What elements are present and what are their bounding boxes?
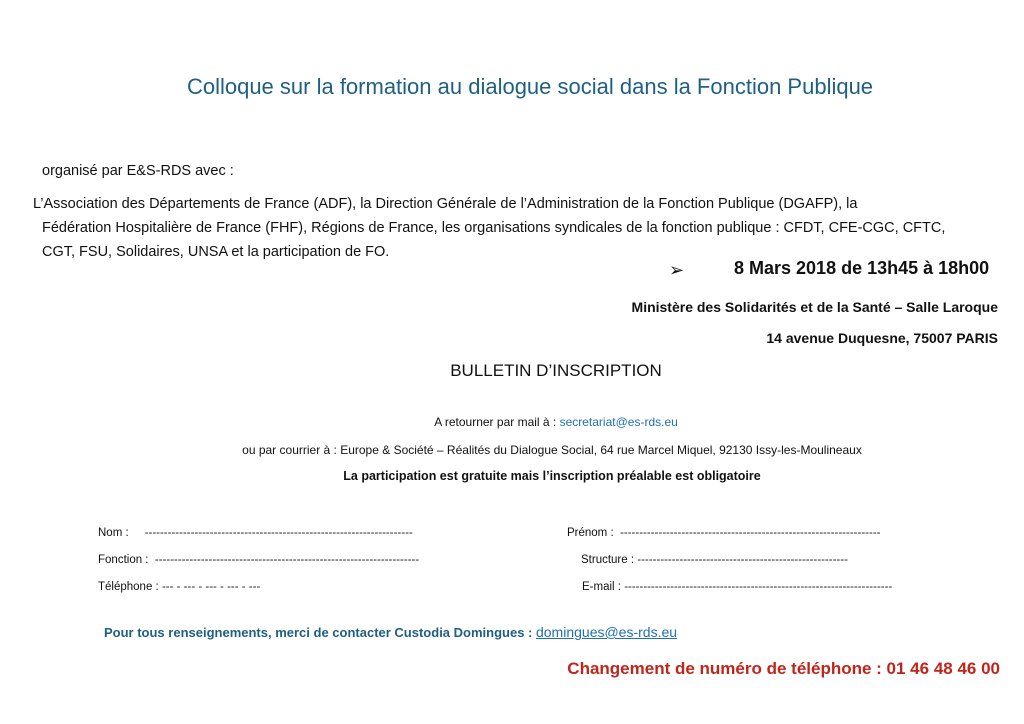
event-date: 8 Mars 2018 de 13h45 à 18h00: [734, 258, 990, 278]
prenom-field[interactable]: [567, 527, 880, 539]
contact-text: Pour tous renseignements, merci de contacter Custodia Domingues :: [104, 625, 536, 640]
return-by-mail-label: A retourner par mail à :: [434, 415, 560, 429]
arrow-bullet-icon: ➢: [669, 260, 685, 280]
secretariat-email-link[interactable]: secretariat@es-rds.eu: [559, 415, 678, 429]
telephone-field[interactable]: [98, 581, 260, 593]
event-address: 14 avenue Duquesne, 75007 PARIS: [766, 330, 998, 346]
page-title: Colloque sur la formation au dialogue social dans la Fonction Publique: [186, 74, 874, 99]
nom-label: Nom :: [98, 527, 129, 539]
bulletin-title: BULLETIN D’INSCRIPTION: [450, 361, 662, 380]
contact-email-link[interactable]: domingues@es-rds.eu: [535, 624, 678, 640]
nom-line: ----------------------------------------------------------------------: [144, 527, 413, 539]
return-by-mail: [0, 415, 1024, 429]
contact-info: [104, 624, 677, 640]
email-line: ----------------------------------------------------------------------: [624, 581, 893, 593]
associations-line-1: L’Association des Départements de France (ADF), la Direction Générale de l’Administration de la Fonction Publique (DGAFP), la: [33, 196, 858, 212]
structure-line: -------------------------------------------------------: [637, 554, 848, 566]
telephone-label: Téléphone :: [98, 581, 159, 593]
organiser-text: organisé par E&S-RDS avec :: [42, 163, 234, 179]
email-field[interactable]: [582, 581, 892, 593]
associations-paragraph: [33, 192, 1023, 264]
prenom-label: Prénom :: [567, 527, 614, 539]
prenom-line: --------------------------------------------------------------------: [620, 527, 881, 539]
fonction-field[interactable]: [98, 554, 419, 566]
fonction-label: Fonction :: [98, 554, 149, 566]
event-venue: Ministère des Solidarités et de la Santé – Salle Laroque: [631, 299, 998, 315]
structure-label: Structure :: [581, 554, 635, 566]
telephone-line: --- - --- - --- - --- - ---: [161, 581, 261, 593]
phone-change-notice: Changement de numéro de téléphone : 01 46 48 46 00: [567, 659, 1000, 678]
associations-line-2: Fédération Hospitalière de France (FHF), Régions de France, les organisations syndicales de la fonction publique : CFDT, CFE-CGC, CFTC,: [42, 220, 946, 236]
free-participation-notice: La participation est gratuite mais l’inscription préalable est obligatoire: [343, 469, 761, 483]
structure-field[interactable]: [581, 554, 848, 566]
return-by-post: ou par courrier à : Europe & Société – Réalités du Dialogue Social, 64 rue Marcel Miquel, 92130 Issy-les-Moulineaux: [242, 443, 862, 457]
fonction-line: ---------------------------------------------------------------------: [154, 554, 420, 566]
nom-field[interactable]: [98, 527, 413, 539]
associations-line-3: CGT, FSU, Solidaires, UNSA et la participation de FO.: [42, 244, 390, 260]
email-label: E-mail :: [582, 581, 621, 593]
